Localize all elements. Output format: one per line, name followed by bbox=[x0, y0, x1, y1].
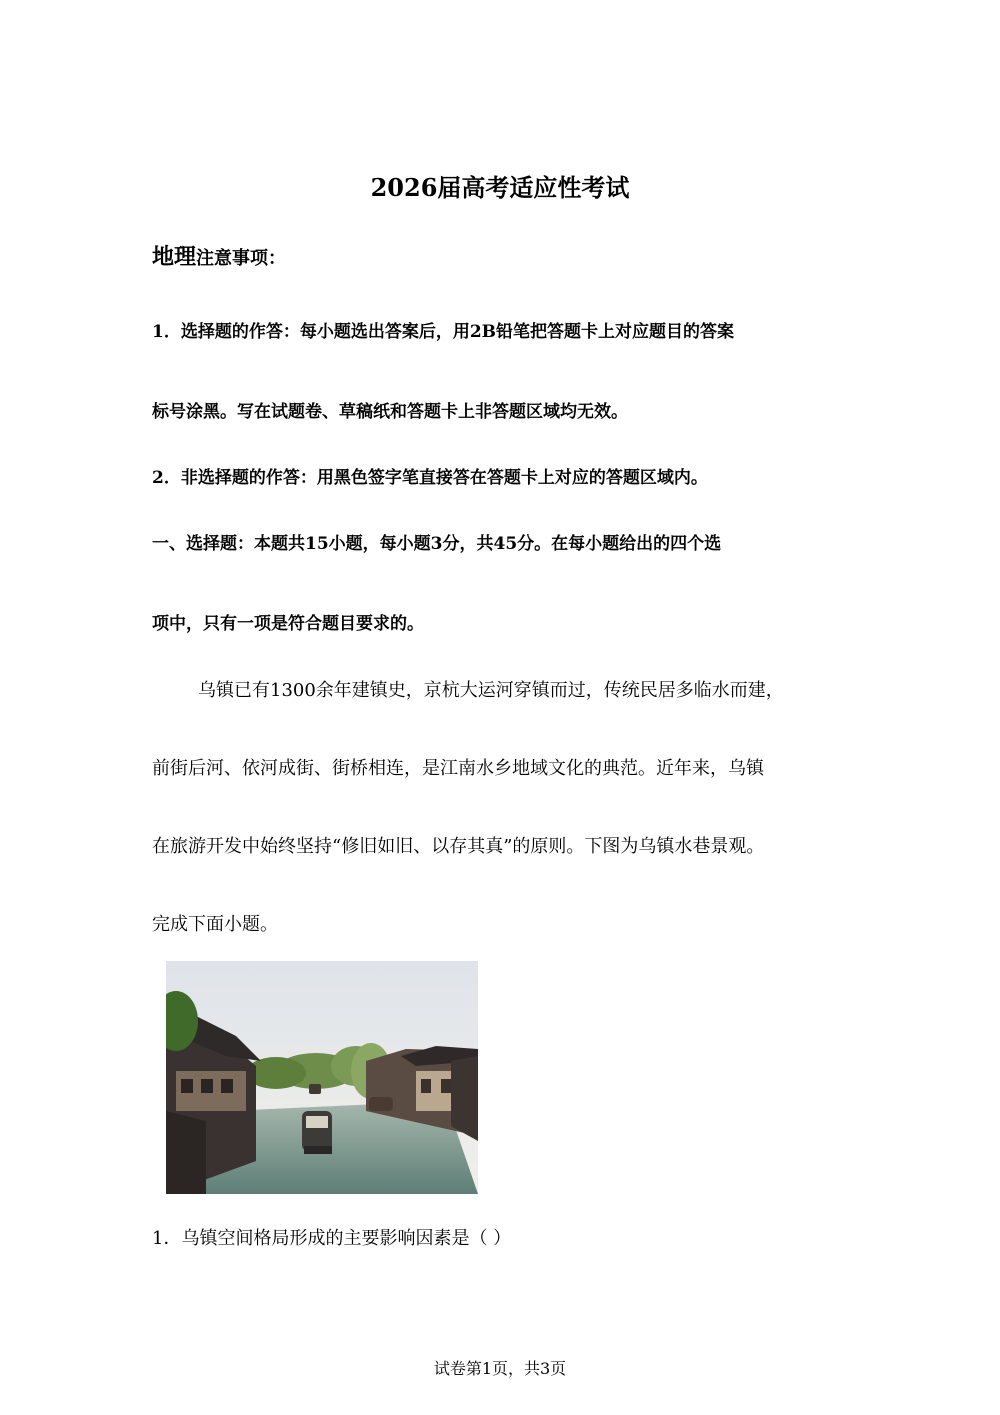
notice-1-line-1: 1．选择题的作答：每小题选出答案后，用2B铅笔把答题卡上对应题目的答案 bbox=[152, 322, 735, 342]
section-heading-line-2: 项中，只有一项是符合题目要求的。 bbox=[152, 614, 424, 634]
notice-1-line-2: 标号涂黑。写在试题卷、草稿纸和答题卡上非答题区域均无效。 bbox=[152, 402, 628, 422]
subject-heading bbox=[152, 240, 286, 271]
exam-title: 2026届高考适应性考试 bbox=[370, 173, 630, 202]
subject-name: 地理 bbox=[152, 244, 197, 270]
page-footer: 试卷第1页，共3页 bbox=[433, 1359, 567, 1378]
passage-line-1: 乌镇已有1300余年建镇史，京杭大运河穿镇而过，传统民居多临水而建， bbox=[198, 680, 784, 701]
passage-line-4: 完成下面小题。 bbox=[152, 914, 278, 935]
notice-2: 2．非选择题的作答：用黑色签字笔直接答在答题卡上对应的答题区域内。 bbox=[152, 468, 708, 488]
question-1: 1．乌镇空间格局形成的主要影响因素是（ ） bbox=[152, 1228, 512, 1249]
passage-line-2: 前街后河、依河成街、街桥相连，是江南水乡地域文化的典范。近年来，乌镇 bbox=[152, 758, 764, 779]
passage-line-3: 在旅游开发中始终坚持“修旧如旧、以存其真”的原则。下图为乌镇水巷景观。 bbox=[152, 836, 765, 857]
section-heading-line-1: 一、选择题：本题共15小题，每小题3分，共45分。在每小题给出的四个选 bbox=[152, 534, 722, 554]
notice-heading: 注意事项： bbox=[196, 248, 287, 269]
wuzhen-waterway-photo bbox=[166, 961, 478, 1194]
